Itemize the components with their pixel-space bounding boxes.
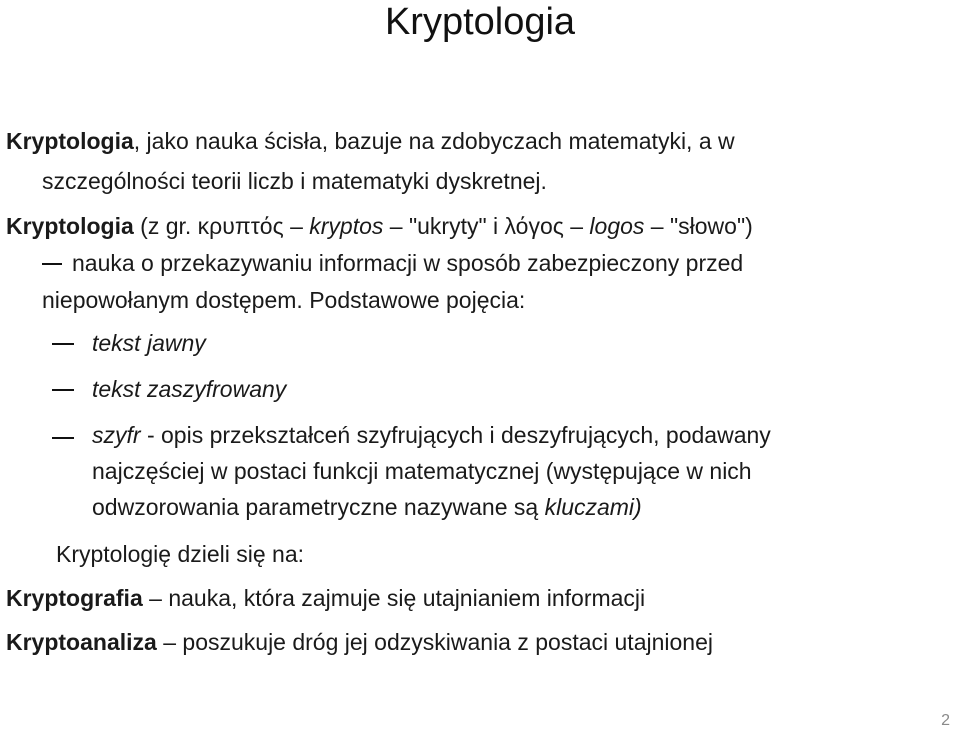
paragraph-2-line-1 [6,211,753,241]
p2-text-c: – "słowo") [644,213,753,239]
bullet-dash [52,343,74,345]
term-kryptoanaliza: Kryptoanaliza [6,629,157,655]
concept-cipher-line-1 [92,420,771,450]
term-kryptologia-2: Kryptologia [6,213,134,239]
term-kryptografia: Kryptografia [6,585,143,611]
paragraph-2-line-3: niepowołanym dostępem. Podstawowe pojęcia: [42,287,526,313]
division-heading: Kryptologię dzieli się na: [56,541,305,567]
slide-title: Kryptologia [384,1,576,43]
paragraph-1-line-1 [6,126,735,156]
term-kryptologia: Kryptologia [6,128,134,154]
bullet-dash [52,389,74,391]
cipher-def-1: - opis przekształceń szyfrujących i deszyfrujących, podawany [140,422,771,448]
concept-cipher-text: tekst zaszyfrowany [92,376,287,402]
kryptografia-definition [6,583,645,613]
kryptografia-text: – nauka, która zajmuje się utajnianiem informacji [142,585,646,611]
term-szyfr: szyfr [92,422,141,448]
cipher-def-3: odwzorowania parametryczne nazywane są [92,494,545,520]
word-logos: logos [589,213,645,239]
concept-cipher-line-3 [92,492,642,522]
p2-text-b: – "ukryty" i λόγος – [383,213,590,239]
p2-text-a: (z gr. κρυπτός – [133,213,310,239]
p1-text-1: , jako nauka ścisła, bazuje na zdobyczach matematyki, a w [133,128,735,154]
bullet-dash [52,437,74,439]
concept-plain-text: tekst jawny [92,330,206,356]
word-kluczami: kluczami) [544,494,642,520]
kryptoanaliza-text: – poszukuje dróg jej odzyskiwania z postaci utajnionej [156,629,713,655]
paragraph-1-line-2: szczególności teorii liczb i matematyki dyskretnej. [42,168,547,194]
kryptoanaliza-definition [6,627,713,657]
dash-marker [42,263,62,265]
paragraph-2-line-2: nauka o przekazywaniu informacji w sposób zabezpieczony przed [72,250,744,276]
page-number: 2 [941,712,950,729]
word-kryptos: kryptos [309,213,384,239]
concept-cipher-line-2: najczęściej w postaci funkcji matematycznej (występujące w nich [92,458,752,484]
